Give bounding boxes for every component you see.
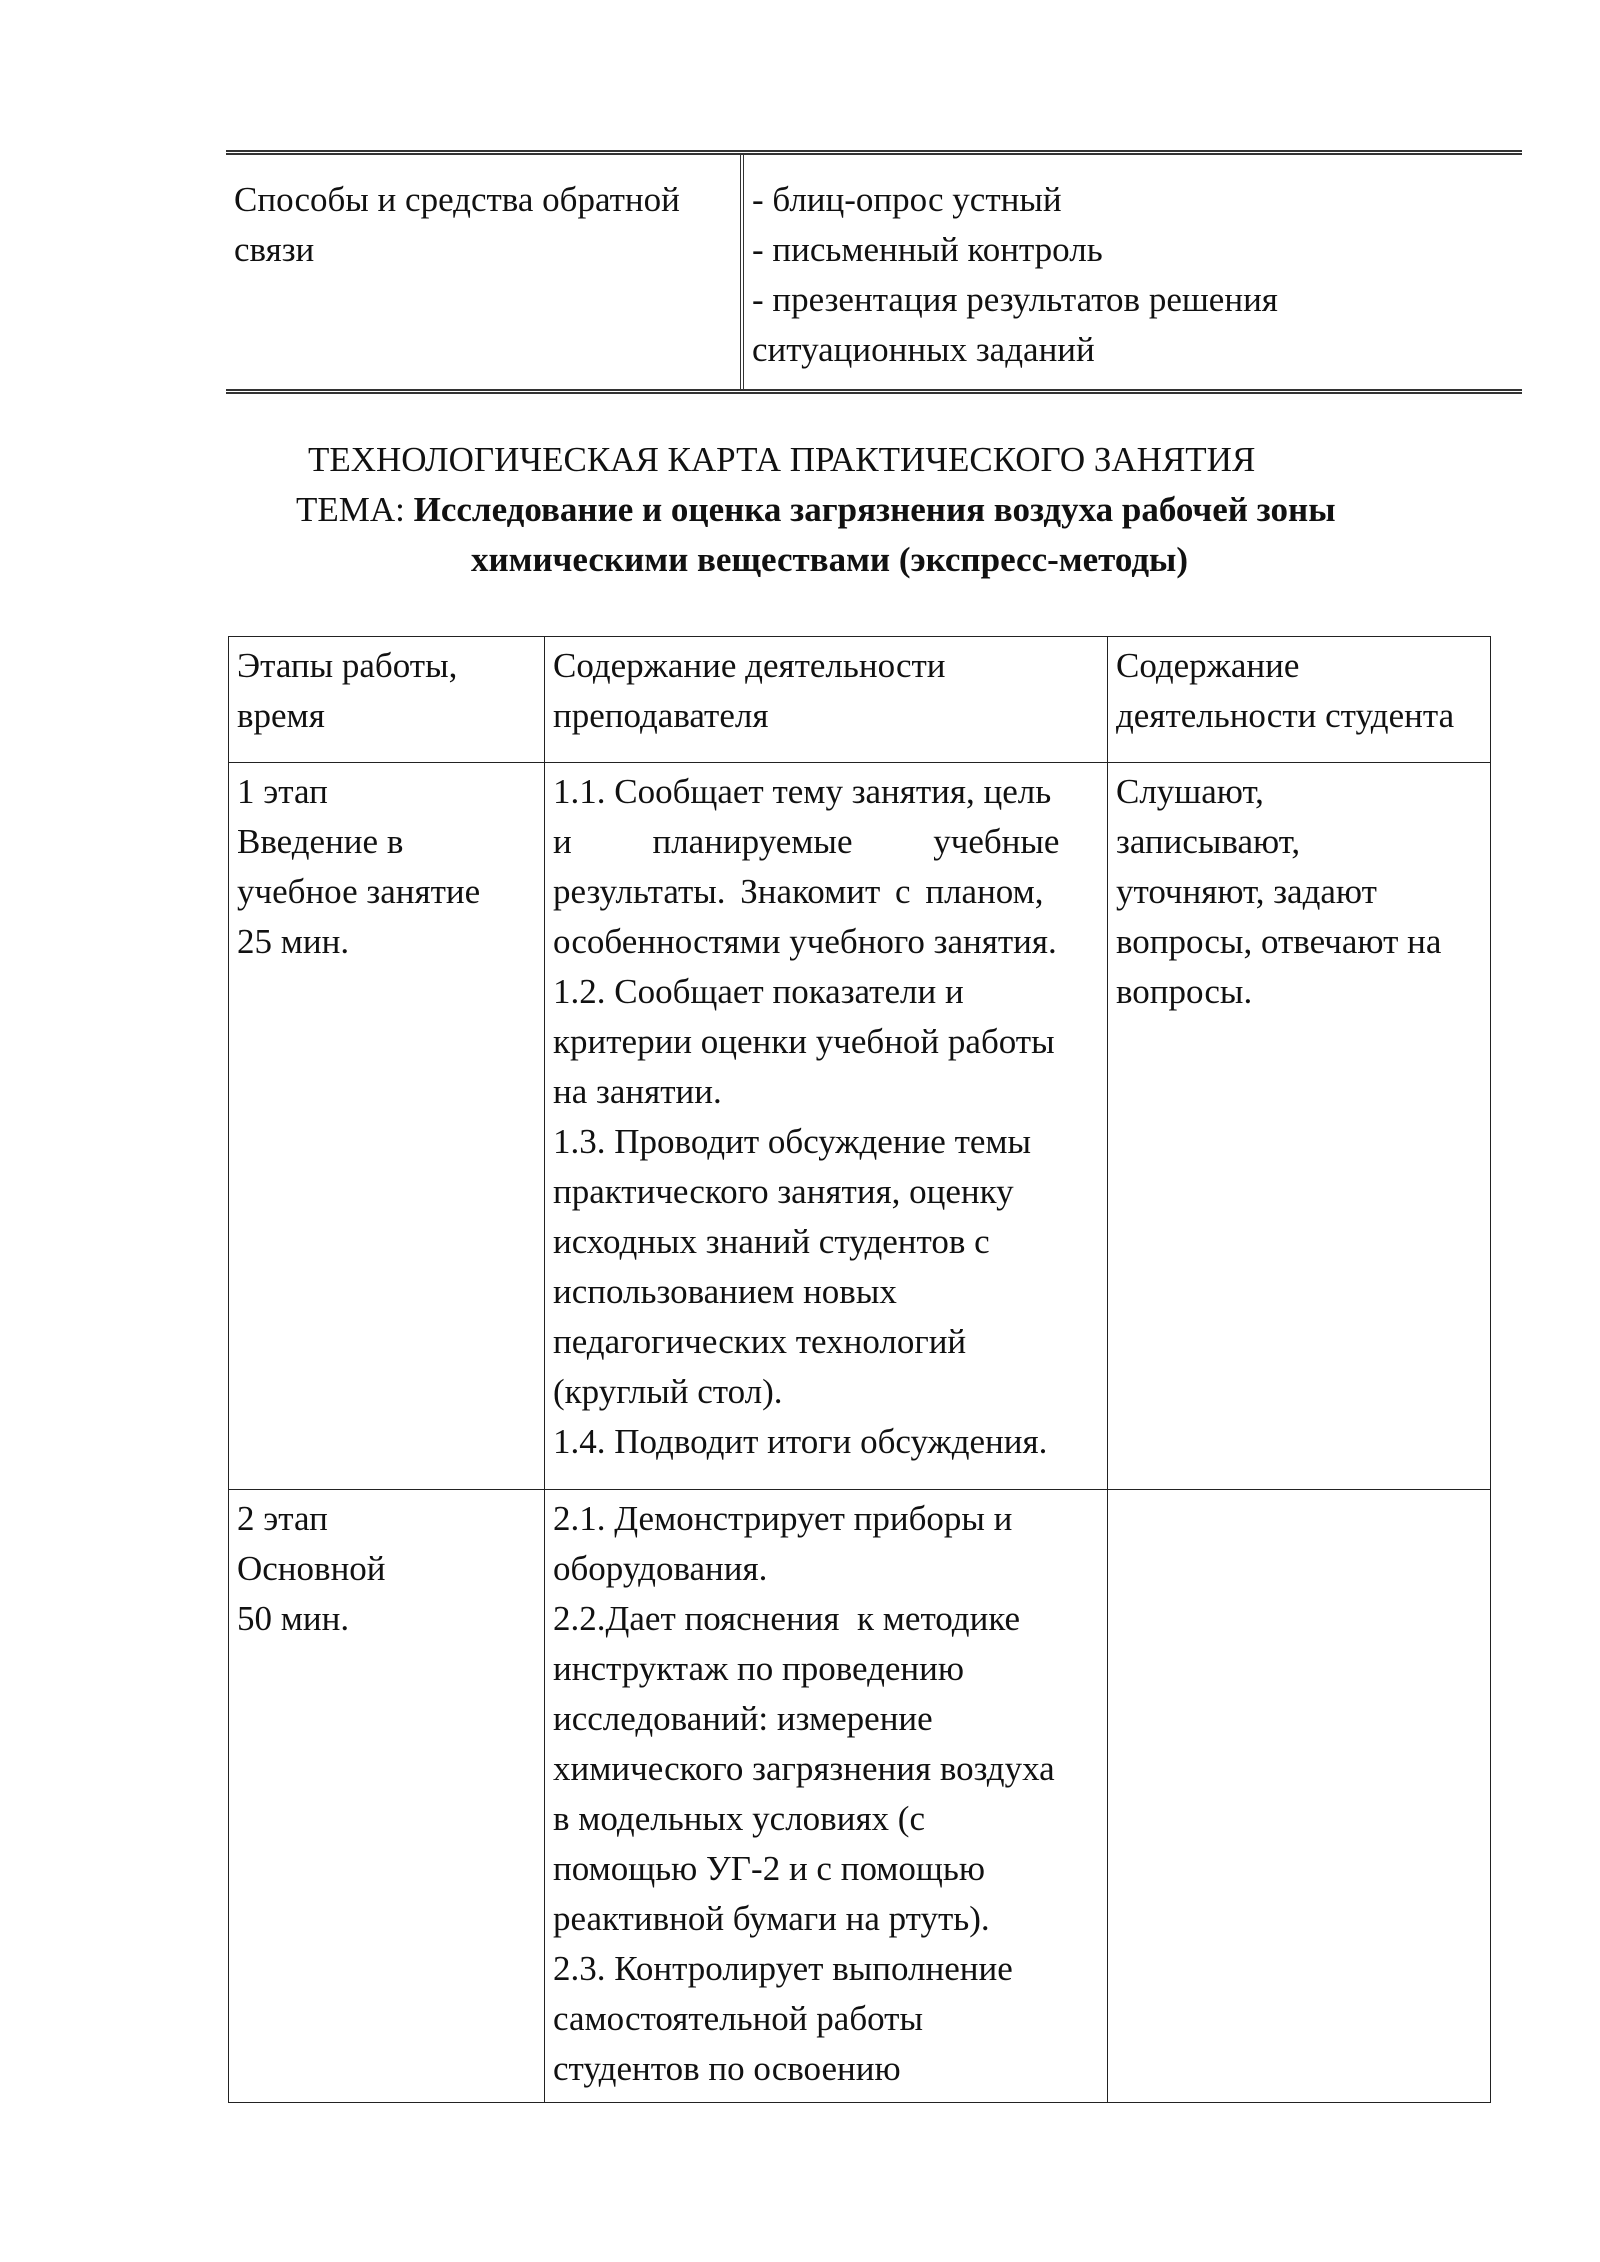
feedback-label-cell xyxy=(226,155,740,389)
text-line: 1.3. Проводит обсуждение темы xyxy=(553,1122,1032,1161)
topic-line-2 xyxy=(0,535,1600,585)
text-line: самостоятельной работы xyxy=(553,1999,923,2038)
stage-cell xyxy=(229,1490,545,2103)
text-line: 2.1. Демонстрирует приборы и xyxy=(553,1499,1013,1538)
topic-line xyxy=(0,485,1600,535)
text-line: Этапы работы, xyxy=(237,646,458,685)
text-line: студентов по освоению xyxy=(553,2049,901,2088)
text-line: связи xyxy=(234,230,315,269)
text-line: 2 этап xyxy=(237,1499,328,1538)
text-line: критерии оценки учебной работы xyxy=(553,1022,1055,1061)
text-line: исходных знаний студентов с xyxy=(553,1222,990,1261)
text-line: - блиц-опрос устный xyxy=(752,180,1062,219)
text-line: 50 мин. xyxy=(237,1599,350,1638)
text-line: 2.2.Дает пояснения к методике xyxy=(553,1599,1020,1638)
text-line: деятельности студента xyxy=(1116,696,1455,735)
text-line: 25 мин. xyxy=(237,922,350,961)
text-line: Слушают, xyxy=(1116,772,1264,811)
topic-title-part-2: химическими веществами (экспресс-методы) xyxy=(471,540,1189,579)
table-row xyxy=(229,763,1491,1490)
text-line: на занятии. xyxy=(553,1072,722,1111)
teacher-activity-cell xyxy=(545,763,1108,1490)
text-line: результаты. Знакомит с планом, xyxy=(553,872,1044,911)
text-line: уточняют, задают xyxy=(1116,872,1377,911)
text-line: реактивной бумаги на ртуть). xyxy=(553,1899,990,1938)
text-line: - письменный контроль xyxy=(752,230,1103,269)
teacher-activity-cell xyxy=(545,1490,1108,2103)
topic-title-part-1: Исследование и оценка загрязнения воздуха рабочей зоны xyxy=(413,490,1336,529)
header-cell-student xyxy=(1108,637,1491,763)
text-line: Способы и средства обратной xyxy=(234,180,680,219)
text-line: Основной xyxy=(237,1549,386,1588)
text-line: ситуационных заданий xyxy=(752,330,1095,369)
stage-cell xyxy=(229,763,545,1490)
text-line: помощью УГ-2 и с помощью xyxy=(553,1849,985,1888)
text-line: 1 этап xyxy=(237,772,328,811)
text-line: исследований: измерение xyxy=(553,1699,933,1738)
header-cell-stages xyxy=(229,637,545,763)
table-header-row xyxy=(229,637,1491,763)
text-line: - презентация результатов решения xyxy=(752,280,1278,319)
text-line: и планируемые учебные xyxy=(553,822,1060,861)
text-line: вопросы. xyxy=(1116,972,1253,1011)
text-line: 2.3. Контролирует выполнение xyxy=(553,1949,1013,1988)
text-line: записывают, xyxy=(1116,822,1301,861)
text-line: Введение в xyxy=(237,822,404,861)
text-line: 1.1. Сообщает тему занятия, цель xyxy=(553,772,1052,811)
text-line: использованием новых xyxy=(553,1272,897,1311)
text-line: химического загрязнения воздуха xyxy=(553,1749,1055,1788)
topic-label: ТЕМА: xyxy=(296,490,414,529)
feedback-methods-table xyxy=(226,150,1522,394)
text-line: инструктаж по проведению xyxy=(553,1649,965,1688)
page-title: ТЕХНОЛОГИЧЕСКАЯ КАРТА ПРАКТИЧЕСКОГО ЗАНЯТИЯ xyxy=(308,440,1256,479)
technology-map-table xyxy=(228,636,1491,2103)
text-line: вопросы, отвечают на xyxy=(1116,922,1442,961)
text-line: 1.2. Сообщает показатели и xyxy=(553,972,964,1011)
text-line: время xyxy=(237,696,325,735)
text-line: педагогических технологий xyxy=(553,1322,967,1361)
text-line: учебное занятие xyxy=(237,872,481,911)
text-line: в модельных условиях (с xyxy=(553,1799,925,1838)
document-heading xyxy=(0,435,1600,585)
table-row xyxy=(229,1490,1491,2103)
text-line: (круглый стол). xyxy=(553,1372,783,1411)
student-activity-cell xyxy=(1108,1490,1491,2103)
text-line: оборудования. xyxy=(553,1549,768,1588)
text-line: Содержание xyxy=(1116,646,1300,685)
student-activity-cell xyxy=(1108,763,1491,1490)
text-line: преподавателя xyxy=(553,696,769,735)
text-line: практического занятия, оценку xyxy=(553,1172,1014,1211)
text-line: Содержание деятельности xyxy=(553,646,946,685)
text-line: 1.4. Подводит итоги обсуждения. xyxy=(553,1422,1048,1461)
header-cell-teacher xyxy=(545,637,1108,763)
text-line: особенностями учебного занятия. xyxy=(553,922,1057,961)
feedback-methods-cell xyxy=(740,155,1522,389)
